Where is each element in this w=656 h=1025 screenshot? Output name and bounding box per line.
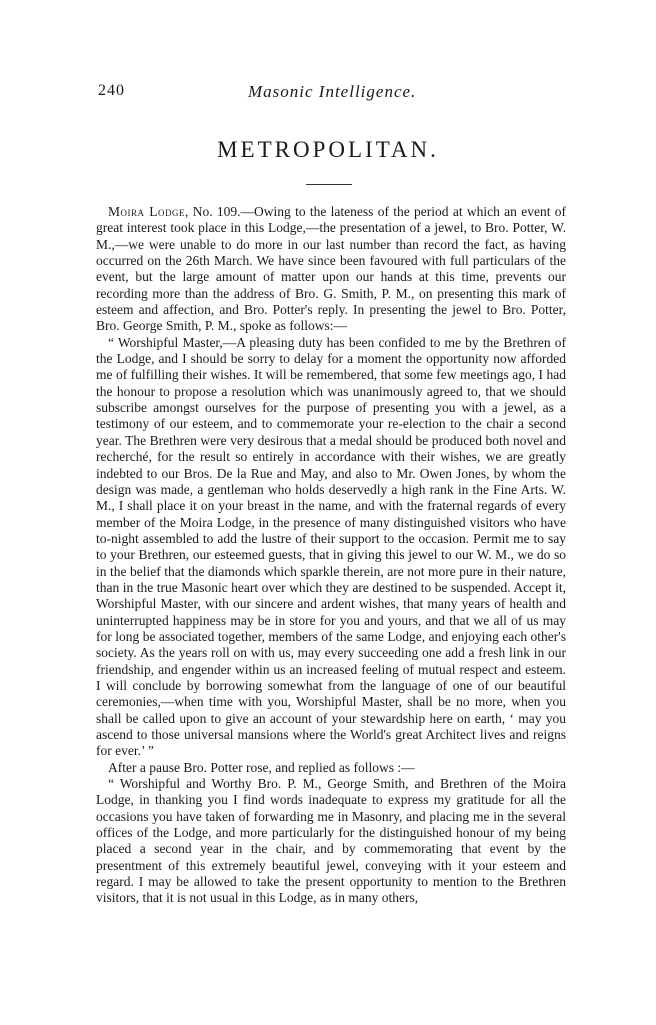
- opening-text: , No. 109.—Owing to the lateness of the period at which an event of great interest took place in this Lodge,—the presentation of a jewel, to Bro. Potter, W. M.,—we were unable to do more in our last number than record the fact, as having occurred on the 26th March. We have since been favoured with full particulars of the event, but the large amount of matter upon our hands at this time, prevents our recording more than the address of Bro. G. Smith, P. M., on presenting this mark of esteem and affection, and Bro. Potter's reply. In presenting the jewel to Bro. Potter, Bro. George Smith, P. M., spoke as follows:—: [96, 204, 566, 334]
- transition-paragraph: After a pause Bro. Potter rose, and replied as follows :—: [108, 759, 415, 775]
- section-title: METROPOLITAN.: [217, 137, 439, 162]
- article-body: [96, 204, 566, 907]
- reply-paragraph: “ Worshipful and Worthy Bro. P. M., George Smith, and Brethren of the Moira Lodge, in thanking you I find words inadequate to express my gratitude for all the occasions you have taken of forwarding me in Masonry, and placing me in the several offices of the Lodge, and more particularly for the distinguished honour of my being placed a second year in the chair, and by commemorating that event by the presentment of this extremely beautiful jewel, conveying with it your esteem and regard. I may be allowed to take the present opportunity to mention to the Brethren visitors, that it is not usual in this Lodge, as in many others,: [96, 776, 566, 906]
- running-title: Masonic Intelligence.: [248, 82, 417, 101]
- lodge-name: Moira Lodge: [108, 204, 186, 219]
- title-rule: [306, 184, 352, 185]
- opening-paragraph: [96, 204, 566, 335]
- page-header: [98, 82, 558, 104]
- speech-paragraph: “ Worshipful Master,—A pleasing duty has been confided to me by the Brethren of the Lodge, and I should be sorry to delay for a moment the opportunity now afforded me of fulfilling their wishes. It will be remembered, that some few meetings ago, I had the honour to propose a resolution which was unanimously agreed to, that we should subscribe amongst ourselves for the purpose of presenting you with a jewel, as a testimony of our esteem, and to commemorate your re-election to the chair a second year. The Brethren were very desirous that a medal should be produced both novel and recherché, for the result so entirely in accordance with their wishes, we are greatly indebted to our Bros. De la Rue and May, and also to Mr. Owen Jones, by whom the design was made, a gentleman who holds deservedly a high rank in the Fine Arts. W. M., I shall place it on your breast in the name, and with the fraternal regards of every member of the Moira Lodge, in the presence of many distinguished visitors who have to-night assembled to add the lustre of their support to the occasion. Permit me to say to your Brethren, our esteemed guests, that in giving this jewel to our W. M., we do so in the belief that the diamonds which sparkle therein, are not more pure in their nature, than in the true Masonic heart over which they are destined to be suspended. Accept it, Worshipful Master, with our sincere and ardent wishes, that many years of health and uninterrupted happiness may be in store for you and yours, and that we all of us may for long be associated together, members of the same Lodge, and enjoying each other's society. As the years roll on with us, may every succeeding one add a fresh link in our friendship, and engender within us an increased feeling of mutual respect and esteem. I will conclude by borrowing somewhat from the language of one of our beautiful ceremonies,—when time with you, Worshipful Master, shall be no more, when you shall be called upon to give an account of your stewardship here on earth, ‘ may you ascend to those universal mansions where the World's great Architect lives and reigns for ever.’ ”: [96, 334, 566, 759]
- page-number: 240: [98, 82, 125, 99]
